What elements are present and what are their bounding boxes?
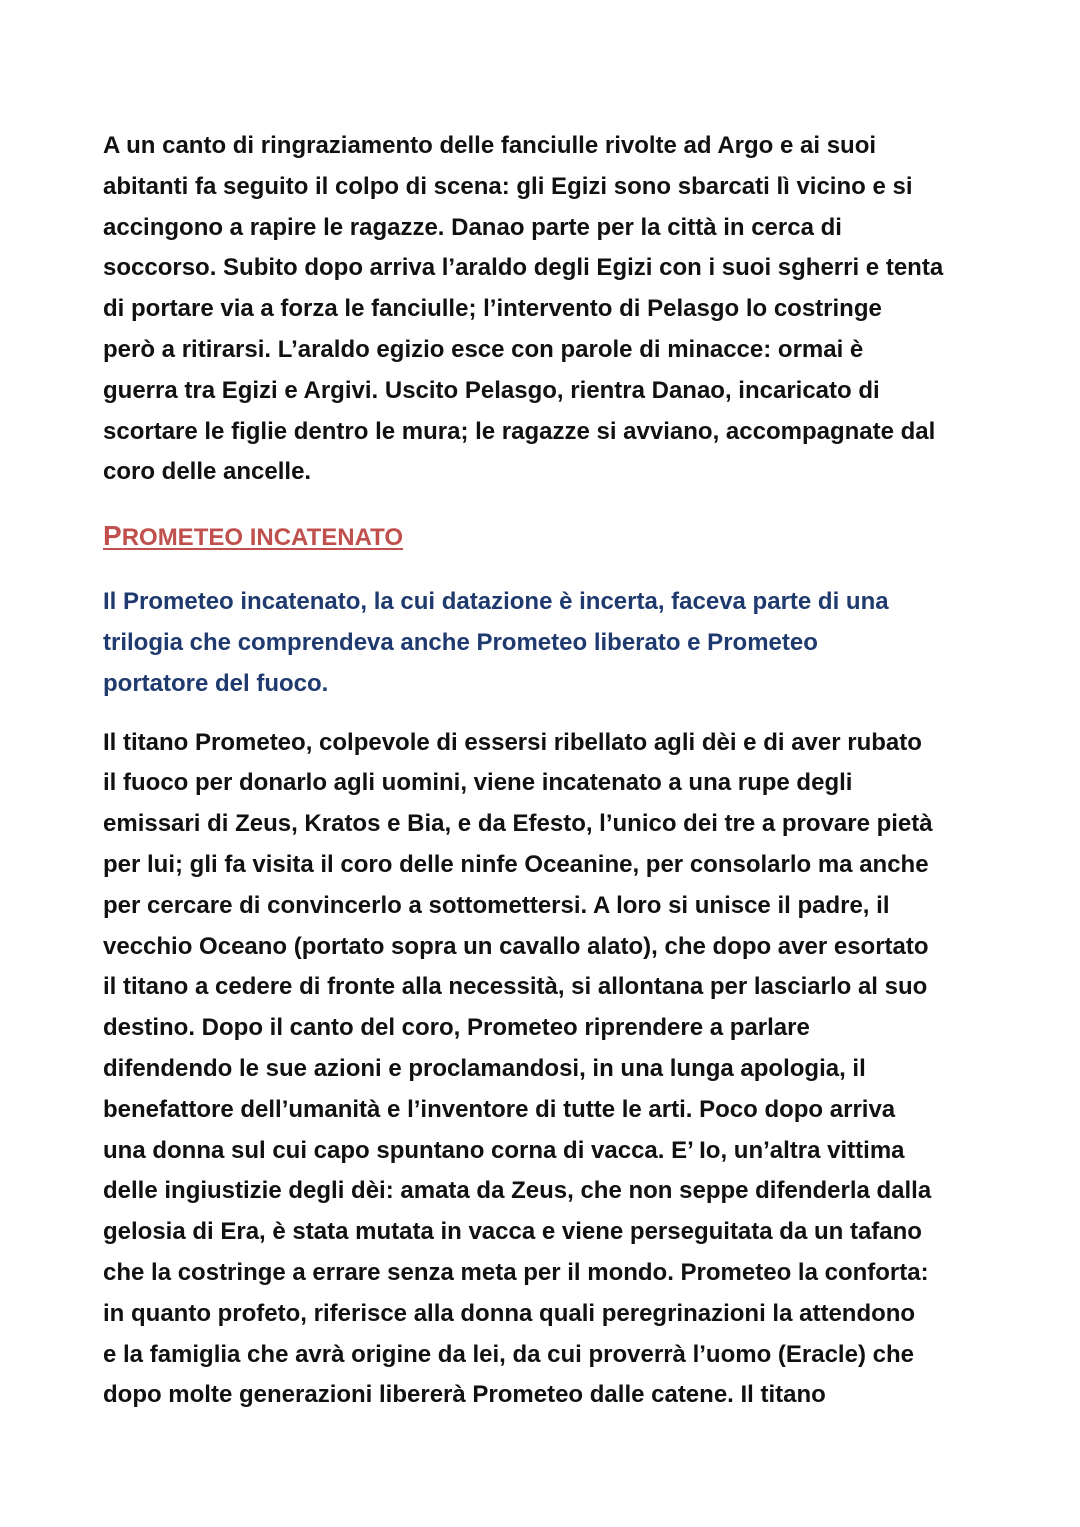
intro-paragraph [103, 582, 983, 704]
text-line: delle ingiustizie degli dèi: amata da Zeus, che non seppe difenderla dalla [103, 1177, 932, 1205]
paragraph-supplici-ending [103, 126, 983, 493]
text-line: Il titano Prometeo, colpevole di essersi ribellato agli dèi e di aver rubato [103, 728, 922, 756]
text-line: per lui; gli fa visita il coro delle ninfe Oceanine, per consolarlo ma anche [103, 850, 929, 878]
text-line: in quanto profeto, riferisce alla donna quali peregrinazioni la attendono [103, 1299, 916, 1327]
text-line: portatore del fuoco. [103, 669, 329, 697]
text-line: scortare le figlie dentro le mura; le ragazze si avviano, accompagnate dal [103, 417, 936, 445]
text-line: guerra tra Egizi e Argivi. Uscito Pelasgo, rientra Danao, incaricato di [103, 376, 880, 404]
text-line: abitanti fa seguito il colpo di scena: gli Egizi sono sbarcati lì vicino e si [103, 172, 913, 200]
text-line: A un canto di ringraziamento delle fanciulle rivolte ad Argo e ai suoi [103, 132, 877, 159]
text-line: e la famiglia che avrà origine da lei, da cui proverrà l’uomo (Eracle) che [103, 1340, 914, 1368]
text-line: il titano a cedere di fronte alla necessità, si allontana per lasciarlo al suo [103, 973, 928, 1001]
heading-initial: P [103, 520, 122, 552]
section-heading-prometeo [103, 516, 983, 558]
text-line: una donna sul cui capo spuntano corna di vacca. E’ Io, un’altra vittima [103, 1136, 905, 1164]
text-line: difendendo le sue azioni e proclamandosi, in una lunga apologia, il [103, 1054, 866, 1082]
text-line: per cercare di convincerlo a sottomettersi. A loro si unisce il padre, il [103, 891, 890, 919]
text-line: dopo molte generazioni libererà Prometeo dalle catene. Il titano [103, 1381, 826, 1409]
text-line: che la costringe a errare senza meta per il mondo. Prometeo la conforta: [103, 1258, 929, 1286]
text-line: soccorso. Subito dopo arriva l’araldo degli Egizi con i suoi sgherri e tenta [103, 254, 944, 282]
text-line: Il Prometeo incatenato, la cui datazione è incerta, faceva parte di una [103, 588, 889, 616]
text-line: trilogia che comprendeva anche Prometeo liberato e Prometeo [103, 628, 818, 656]
text-line: il fuoco per donarlo agli uomini, viene incatenato a una rupe degli [103, 769, 853, 797]
text-line: però a ritirarsi. L’araldo egizio esce con parole di minacce: ormai è [103, 335, 864, 363]
text-line: gelosia di Era, è stata mutata in vacca e viene perseguitata da un tafano [103, 1218, 922, 1246]
text-line: benefattore dell’umanità e l’inventore di tutte le arti. Poco dopo arriva [103, 1095, 896, 1123]
text-line: vecchio Oceano (portato sopra un cavallo alato), che dopo aver esortato [103, 932, 929, 960]
text-line: emissari di Zeus, Kratos e Bia, e da Efesto, l’unico dei tre a provare pietà [103, 810, 933, 838]
text-line: destino. Dopo il canto del coro, Prometeo riprendere a parlare [103, 1014, 810, 1042]
text-line: coro delle ancelle. [103, 458, 312, 486]
text-line: di portare via a forza le fanciulle; l’intervento di Pelasgo lo costringe [103, 295, 882, 323]
document-content [103, 126, 983, 1416]
text-line: accingono a rapire le ragazze. Danao parte per la città in cerca di [103, 213, 842, 241]
paragraph-prometeo-plot [103, 723, 983, 1417]
heading-rest: ROMETEO INCATENATO [121, 524, 404, 552]
